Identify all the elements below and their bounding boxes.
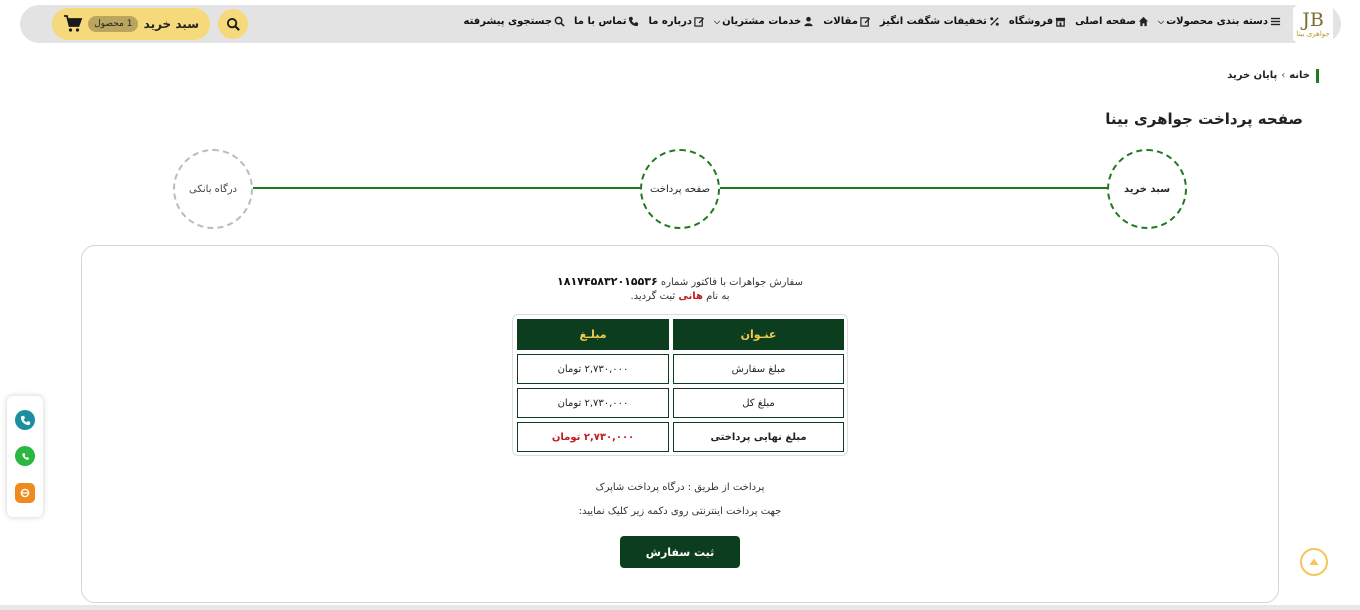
nav-discounts[interactable]: [880, 16, 1000, 27]
nav-label: جستجوی پیشرفته: [463, 16, 553, 27]
nav-label: خدمات مشتریان: [722, 16, 802, 27]
nav-label: تماس با ما: [574, 16, 627, 27]
top-header: [20, 5, 1341, 43]
payment-hint-text: جهت پرداخت اینترنتی روی دکمه زیر کلیک نمایید:: [578, 506, 782, 517]
nav-advanced-search[interactable]: [464, 16, 566, 27]
nav-label: دسته بندی محصولات: [1166, 16, 1268, 27]
edit-icon: [860, 16, 871, 27]
search-icon: [226, 17, 241, 32]
nav-label: صفحه اصلی: [1075, 16, 1137, 27]
nav-contact[interactable]: [574, 16, 639, 27]
cart-icon: [63, 14, 83, 34]
logo-mark: JB: [1302, 9, 1324, 31]
search-button[interactable]: [218, 9, 248, 39]
breadcrumb-current: پایان خرید: [1227, 70, 1278, 81]
nav-about[interactable]: [648, 16, 705, 27]
submit-order-button[interactable]: ثبت سفارش: [620, 536, 740, 568]
name-prefix: به نام: [706, 291, 730, 302]
nav-label: مقالات: [823, 16, 858, 27]
step-label: سبد خرید: [1123, 183, 1171, 195]
name-suffix: ثبت گردید.: [630, 291, 676, 302]
step-label: درگاه بانکی: [189, 183, 237, 195]
final-title: مبلغ نهایی پرداختی: [673, 422, 844, 452]
row-amount: ۲,۷۳۰,۰۰۰ تومان: [517, 354, 669, 384]
nav-categories[interactable]: [1158, 16, 1281, 27]
row-title: مبلغ کل: [673, 388, 844, 418]
chevron-down-icon: ⌵: [1158, 16, 1165, 26]
home-icon: [1138, 16, 1149, 27]
step-connector: [719, 187, 1108, 189]
final-amount: ۲,۷۳۰,۰۰۰ تومان: [517, 422, 669, 452]
nav-label: درباره ما: [648, 16, 692, 27]
main-nav: [464, 16, 1281, 27]
store-icon: [1055, 16, 1066, 27]
order-summary-card: [81, 245, 1279, 603]
step-connector: [252, 187, 640, 189]
cart-label: سبد خرید: [143, 17, 199, 31]
arrow-up-icon: [1308, 556, 1320, 568]
logo[interactable]: [1293, 5, 1333, 43]
nav-customer-service[interactable]: [714, 16, 814, 27]
phone-contact-icon[interactable]: [15, 410, 35, 430]
step-cart: [1107, 149, 1187, 229]
percent-icon: [989, 16, 1000, 27]
nav-home[interactable]: [1075, 16, 1149, 27]
cart-count-badge: 1 محصول: [88, 16, 138, 32]
whatsapp-icon[interactable]: [15, 446, 35, 466]
order-intro: [82, 275, 1278, 304]
list-icon: [1270, 16, 1281, 27]
bottom-scrollbar: [0, 605, 1360, 610]
nav-store[interactable]: [1009, 16, 1066, 27]
header-amount: مبلـغ: [517, 319, 669, 350]
eitaa-icon[interactable]: [15, 483, 35, 503]
step-label: صفحه پرداخت: [649, 183, 711, 195]
customer-name: هانی: [678, 291, 703, 302]
nav-label: فروشگاه: [1008, 16, 1054, 27]
contact-float-bar: [7, 396, 43, 517]
cart-button[interactable]: [52, 8, 210, 40]
invoice-table: [512, 314, 848, 456]
payment-method-text: پرداخت از طریق : درگاه پرداخت شاپرک: [595, 482, 765, 493]
intro-prefix: سفارش جواهرات با فاکتور شماره: [660, 277, 803, 288]
user-icon: [803, 16, 814, 27]
nav-articles[interactable]: [823, 16, 871, 27]
step-bank-gateway: [173, 149, 253, 229]
breadcrumb: [1227, 69, 1319, 83]
header-title: عنـوان: [673, 319, 844, 350]
nav-label: تخفیفات شگفت انگیز: [879, 16, 987, 27]
row-title: مبلغ سفارش: [673, 354, 844, 384]
search-icon: [554, 16, 565, 27]
breadcrumb-home[interactable]: خانه: [1289, 70, 1310, 81]
chevron-down-icon: ⌵: [713, 16, 721, 26]
scroll-to-top-button[interactable]: [1300, 548, 1328, 576]
logo-text: جواهری بینا: [1296, 30, 1330, 38]
breadcrumb-separator: ›: [1281, 70, 1286, 81]
invoice-number: ۱۸۱۷۴۵۸۳۲۰۱۵۵۳۶: [557, 275, 658, 288]
step-payment-page: [640, 149, 720, 229]
page-title: صفحه پرداخت جواهری بینا: [1105, 110, 1303, 128]
edit-icon: [694, 16, 705, 27]
phone-icon: [628, 16, 639, 27]
row-amount: ۲,۷۳۰,۰۰۰ تومان: [517, 388, 669, 418]
